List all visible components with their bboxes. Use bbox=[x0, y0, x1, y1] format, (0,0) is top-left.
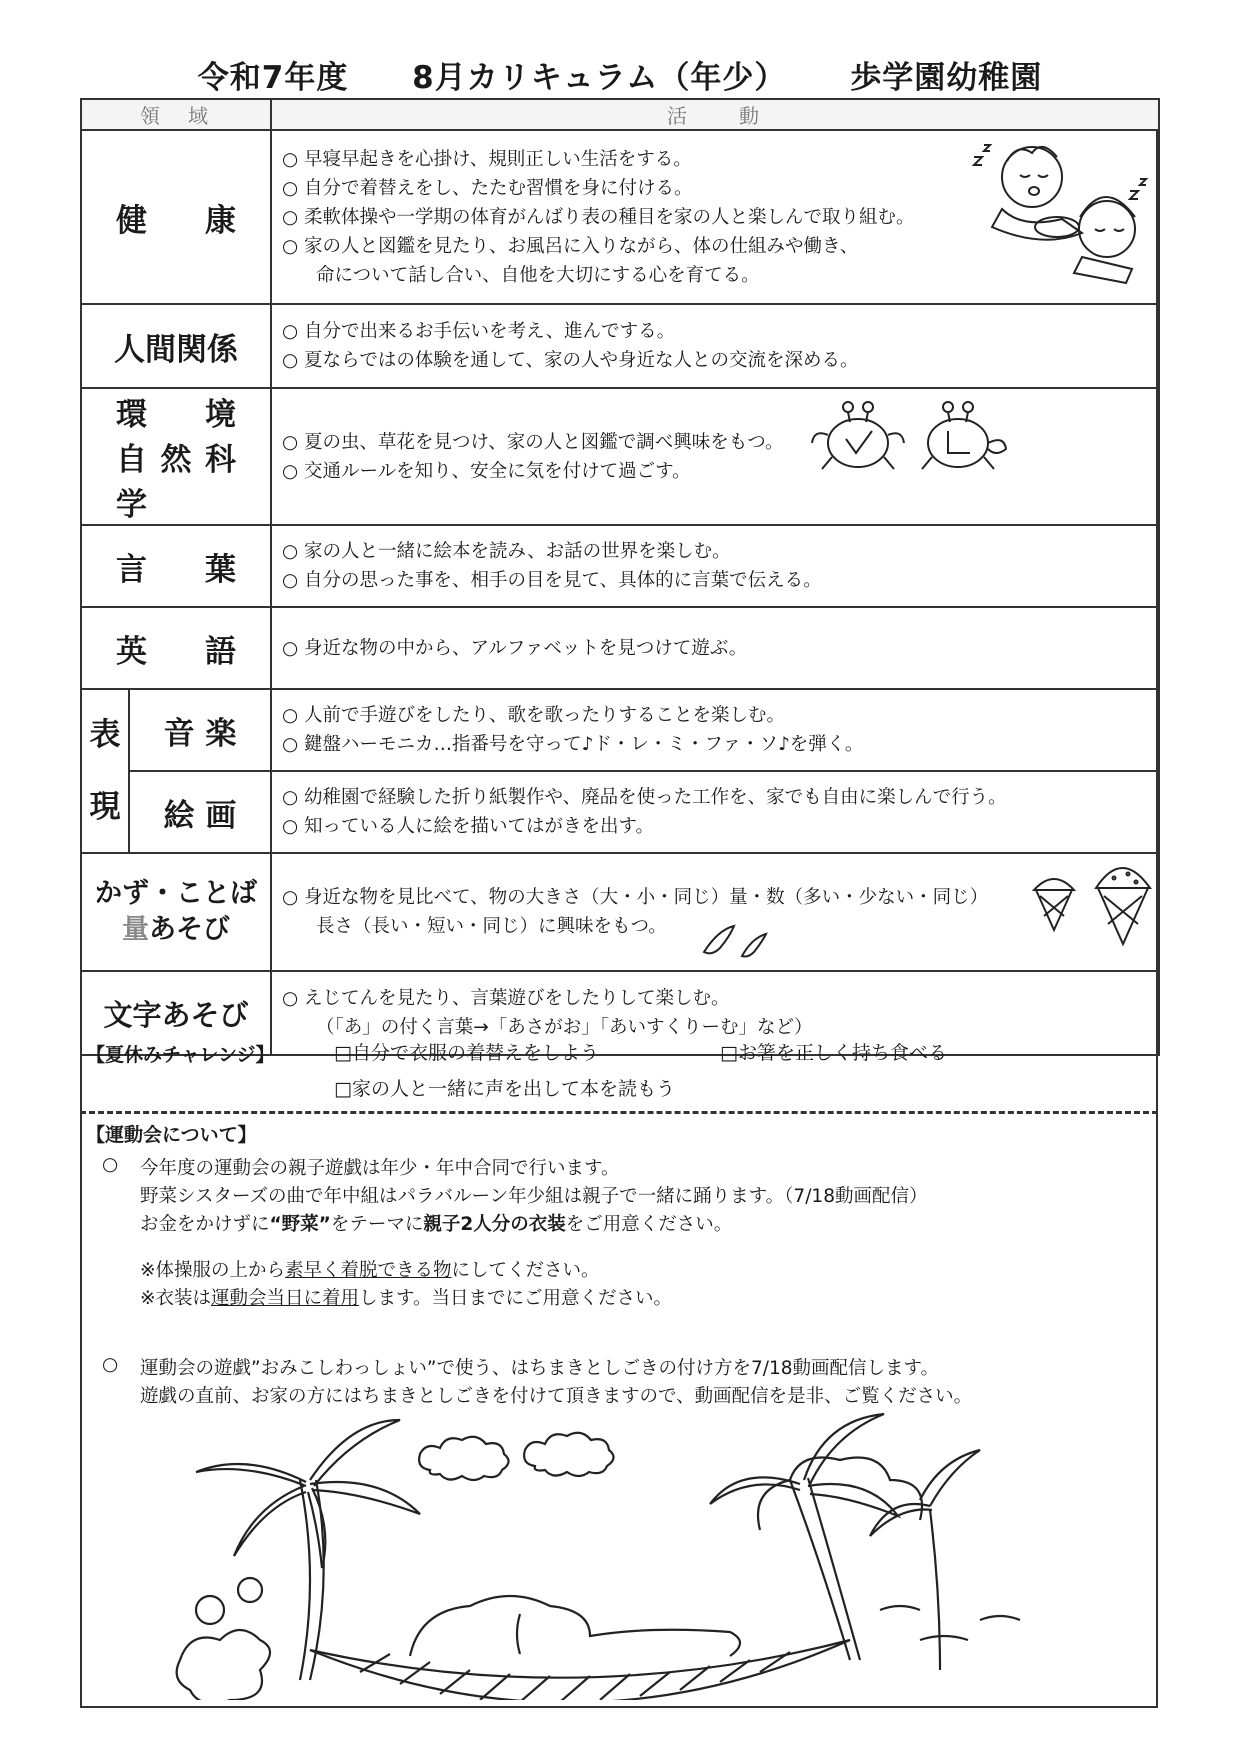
notice-bullet: ○ bbox=[102, 1354, 119, 1375]
challenge-item: □お箸を正しく持ち食べる bbox=[720, 1042, 947, 1064]
section-divider bbox=[80, 1111, 1158, 1114]
title-school: 歩学園幼稚園 bbox=[850, 60, 1043, 96]
row-music bbox=[81, 689, 1159, 771]
icecream-and-beans-illustration bbox=[684, 860, 1154, 964]
row-relations bbox=[81, 304, 1159, 388]
domain-language: 言 葉 bbox=[81, 525, 271, 607]
row-art bbox=[81, 771, 1159, 853]
activity-environment: ○ 夏の虫、草花を見つけ、家の人と図鑑で調べ興味をもつ。 ○ 交通ルールを知り、安全に気を付けて過ごす。 bbox=[271, 388, 1159, 525]
activity-health: ○ 早寝早起きを心掛け、規則正しい生活をする。 ○ 自分で着替えをし、たたむ習慣を身に付ける。 ○ 柔軟体操や一学期の体育がんばり表の種目を家の人と楽しんで取り組む。 ○ 家の人と図鑑を見たり、お風呂に入りながら、体の仕組みや働き、 命について話し合い、自他を大切にする心を育てる。 bbox=[271, 130, 1159, 304]
notice-text: 今年度の運動会の親子遊戯は年少・年中合同で行います。 bbox=[140, 1158, 620, 1179]
row-health bbox=[81, 130, 1159, 304]
activity-numbers: ○ 身近な物を見比べて、物の大きさ（大・小・同じ）量・数（多い・少ない・同じ） 長さ（長い・短い・同じ）に興味をもつ。 bbox=[271, 853, 1159, 971]
notice-note: ※衣装は運動会当日に着用します。当日までにご用意ください。 bbox=[140, 1288, 673, 1309]
notice-text: 運動会の遊戯”おみこしわっしょい”で使う、はちまきとしごきの付け方を7/18動画配信します。 bbox=[140, 1358, 940, 1379]
challenge-item: □自分で衣服の着替えをしよう bbox=[334, 1042, 599, 1064]
sleeping-children-illustration bbox=[962, 139, 1152, 289]
notice-text: 野菜シスターズの曲で年中組はパラバルーン年少組は親子で一緒に踊ります。（7/18動画配信） bbox=[140, 1186, 928, 1207]
header-activity: 活 動 bbox=[271, 99, 1159, 130]
domain-environment: 環 境 自然科学 bbox=[81, 388, 271, 525]
domain-letters: 文字あそび bbox=[81, 971, 271, 1055]
domain-art: 絵 画 bbox=[129, 771, 271, 853]
page-title bbox=[0, 52, 1240, 97]
domain-numbers: かず・ことば 量あそび bbox=[81, 853, 271, 971]
table-header-row bbox=[81, 99, 1159, 130]
title-year: 令和7年度 bbox=[197, 60, 349, 96]
notice-note: ※体操服の上から素早く着脱できる物にしてください。 bbox=[140, 1260, 600, 1281]
header-domain: 領 域 bbox=[81, 99, 271, 130]
activity-letters: ○ えじてんを見たり、言葉遊びをしたりして楽しむ。 （「あ」の付く言葉→「あさがお」「あいすくりーむ」など） bbox=[271, 971, 1159, 1055]
domain-music: 音 楽 bbox=[129, 689, 271, 771]
notice-bullet: ○ bbox=[102, 1154, 119, 1175]
notice-text: 遊戯の直前、お家の方にはちまきとしごきを付けて頂きますので、動画配信を是非、ご覧ください。 bbox=[140, 1386, 973, 1407]
activity-english: ○ 身近な物の中から、アルファベットを見つけて遊ぶ。 bbox=[271, 607, 1159, 689]
activity-relations: ○ 自分で出来るお手伝いを考え、進んでする。 ○ 夏ならではの体験を通して、家の人や身近な人との交流を深める。 bbox=[271, 304, 1159, 388]
activity-language: ○ 家の人と一緒に絵本を読み、お話の世界を楽しむ。 ○ 自分の思った事を、相手の目を見て、具体的に言葉で伝える。 bbox=[271, 525, 1159, 607]
domain-english: 英 語 bbox=[81, 607, 271, 689]
notice-text: お金をかけずに“野菜”をテーマに親子2人分の衣装をご用意ください。 bbox=[140, 1214, 733, 1235]
domain-health: 健 康 bbox=[81, 130, 271, 304]
challenge-heading: 【夏休みチャレンジ】 bbox=[86, 1044, 275, 1066]
curriculum-table bbox=[80, 98, 1160, 1056]
row-numbers bbox=[81, 853, 1159, 971]
activity-art: ○ 幼稚園で経験した折り紙製作や、廃品を使った工作を、家でも自由に楽しんで行う。 ○ 知っている人に絵を描いてはがきを出す。 bbox=[271, 771, 1159, 853]
row-environment bbox=[81, 388, 1159, 525]
activity-music: ○ 人前で手遊びをしたり、歌を歌ったりすることを楽しむ。 ○ 鍵盤ハーモニカ…指番号を守って♪ド・レ・ミ・ファ・ソ♪を弾く。 bbox=[271, 689, 1159, 771]
crab-illustration bbox=[808, 395, 1008, 481]
title-main: 8月カリキュラム（年少） bbox=[412, 60, 787, 96]
challenge-item: □家の人と一緒に声を出して本を読もう bbox=[334, 1078, 675, 1100]
domain-relations: 人間関係 bbox=[81, 304, 271, 388]
row-english bbox=[81, 607, 1159, 689]
beach-hammock-illustration bbox=[160, 1410, 1120, 1700]
summer-challenge bbox=[80, 1030, 1158, 1110]
row-language bbox=[81, 525, 1159, 607]
notice-heading: 【運動会について】 bbox=[86, 1124, 257, 1146]
domain-expression: 表 現 bbox=[81, 689, 129, 853]
